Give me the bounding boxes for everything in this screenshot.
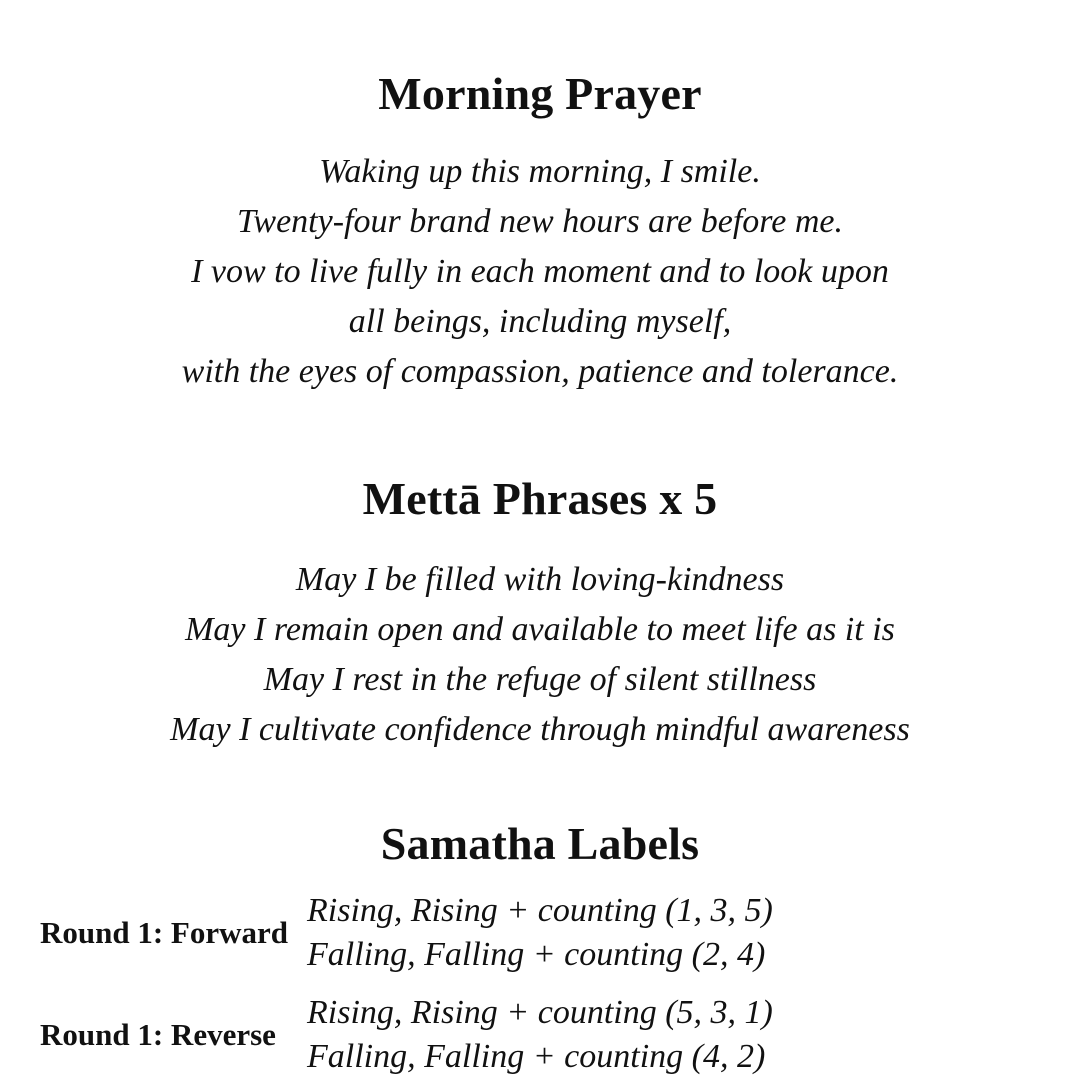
round-label: Round 1: Reverse	[40, 1017, 276, 1052]
morning-prayer-verse	[0, 147, 1080, 397]
samatha-labels-title: Samatha Labels	[380, 818, 700, 869]
metta-phrase: May I be filled with loving-kindness	[295, 561, 785, 598]
verse-line: all beings, including myself,	[348, 303, 732, 340]
metta-phrase: May I cultivate confidence through mindful awareness	[170, 711, 910, 748]
round-label: Round 1: Forward	[40, 915, 289, 950]
verse-line: Twenty-four brand new hours are before me.	[237, 203, 843, 240]
verse-line: Waking up this morning, I smile.	[319, 153, 761, 190]
round-line: Falling, Falling + counting (2, 4)	[307, 936, 766, 973]
round-lines	[307, 991, 773, 1079]
round-line: Rising, Rising + counting (5, 3, 1)	[307, 994, 773, 1031]
samatha-round-reverse	[40, 991, 1040, 1079]
round-lines	[307, 889, 773, 977]
morning-prayer-title: Morning Prayer	[378, 68, 702, 119]
metta-phrases-title: Mettā Phrases x 5	[362, 473, 718, 524]
metta-phrases-list	[0, 555, 1080, 755]
round-line: Falling, Falling + counting (4, 2)	[307, 1038, 766, 1075]
verse-line: with the eyes of compassion, patience and tolerance.	[181, 353, 899, 390]
metta-phrase: May I rest in the refuge of silent stillness	[263, 661, 817, 698]
round-line: Rising, Rising + counting (1, 3, 5)	[307, 892, 773, 929]
samatha-round-forward	[40, 889, 1040, 977]
verse-line: I vow to live fully in each moment and to look upon	[191, 253, 889, 290]
metta-phrase: May I remain open and available to meet life as it is	[185, 611, 895, 648]
